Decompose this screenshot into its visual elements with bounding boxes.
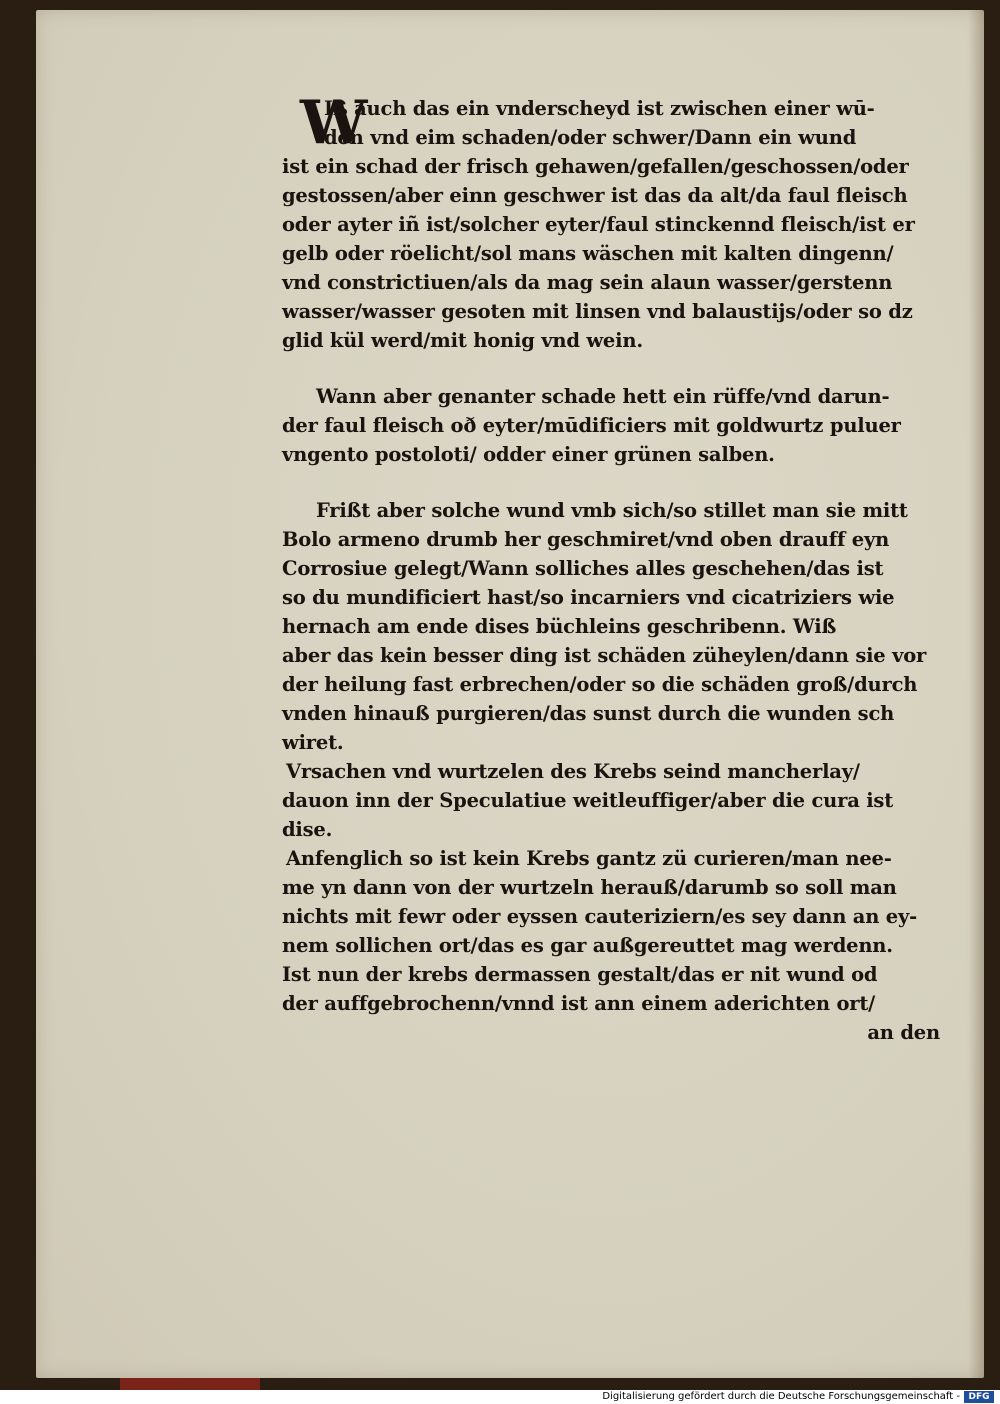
- text-line: wasser/wasser gesoten mit linsen vnd balaustijs/oder so dz: [282, 300, 913, 323]
- text-line: der auffgebrochenn/vnnd ist ann einem aderichten ort/: [282, 992, 876, 1015]
- text-line: so du mundificiert hast/so incarniers vnd cicatriziers wie: [282, 586, 895, 609]
- text-line: nem sollichen ort/das es gar außgereuttet mag werdenn.: [282, 934, 893, 957]
- text-line: Iß auch das ein vnderscheyd ist zwischen einer wū-: [324, 97, 875, 120]
- text-line: Bolo armeno drumb her geschmiret/vnd oben drauff eyn: [282, 528, 890, 551]
- page-edge-shadow: [968, 10, 984, 1378]
- text-line: me yn dann von der wurtzeln herauß/darumb so soll man: [282, 876, 897, 899]
- dfg-logo[interactable]: DFG: [964, 1391, 994, 1403]
- text-line: Wann aber genanter schade hett ein rüffe/vnd darun-: [316, 385, 890, 408]
- text-line: dauon inn der Speculatiue weitleuffiger/aber die cura ist: [282, 789, 894, 812]
- binding-strip: [120, 1378, 260, 1390]
- text-line: dise.: [282, 818, 333, 841]
- text-line: vngento postoloti/ odder einer grünen salben.: [282, 443, 775, 466]
- text-line: Frißt aber solche wund vmb sich/so stillet man sie mitt: [316, 499, 908, 522]
- catchword: an den: [867, 1021, 940, 1044]
- text-line: vnden hinauß purgieren/das sunst durch die wunden sch: [282, 702, 895, 725]
- funding-credit: Digitalisierung gefördert durch die Deutsche Forschungsgemeinschaft -: [602, 1391, 960, 1402]
- text-line: Vrsachen vnd wurtzelen des Krebs seind mancherlay/: [286, 760, 860, 783]
- text-line: ist ein schad der frisch gehawen/gefallen/geschossen/oder: [282, 155, 909, 178]
- drop-initial: W: [300, 88, 368, 158]
- text-line: gestossen/aber einn geschwer ist das da alt/da faul fleisch: [282, 184, 908, 207]
- text-line: gelb oder röelicht/sol mans wäschen mit kalten dingenn/: [282, 242, 894, 265]
- text-line: den vnd eim schaden/oder schwer/Dann ein wund: [324, 126, 857, 149]
- text-line: nichts mit fewr oder eyssen cauteriziern/es sey dann an ey-: [282, 905, 918, 928]
- text-line: Ist nun der krebs dermassen gestalt/das er nit wund od: [282, 963, 878, 986]
- text-line: Corrosiue gelegt/Wann solliches alles geschehen/das ist: [282, 557, 884, 580]
- footer-bar: [0, 1390, 1000, 1404]
- text-line: oder ayter iñ ist/solcher eyter/faul stinckennd fleisch/ist er: [282, 213, 915, 236]
- text-line: aber das kein besser ding ist schäden züheylen/dann sie vor: [282, 644, 927, 667]
- text-line: Anfenglich so ist kein Krebs gantz zü curieren/man nee-: [286, 847, 892, 870]
- paragraph-gap: [266, 469, 956, 496]
- page-text: [266, 88, 956, 1047]
- text-line: glid kül werd/mit honig vnd wein.: [282, 329, 643, 352]
- text-line: vnd constrictiuen/als da mag sein alaun wasser/gerstenn: [282, 271, 893, 294]
- text-line: hernach am ende dises büchleins geschribenn. Wiß: [282, 615, 837, 638]
- text-line: wiret.: [282, 731, 344, 754]
- text-line: der heilung fast erbrechen/oder so die schäden groß/durch: [282, 673, 918, 696]
- paragraph-gap: [266, 355, 956, 382]
- text-line: der faul fleisch oð eyter/mūdificiers mit goldwurtz puluer: [282, 414, 901, 437]
